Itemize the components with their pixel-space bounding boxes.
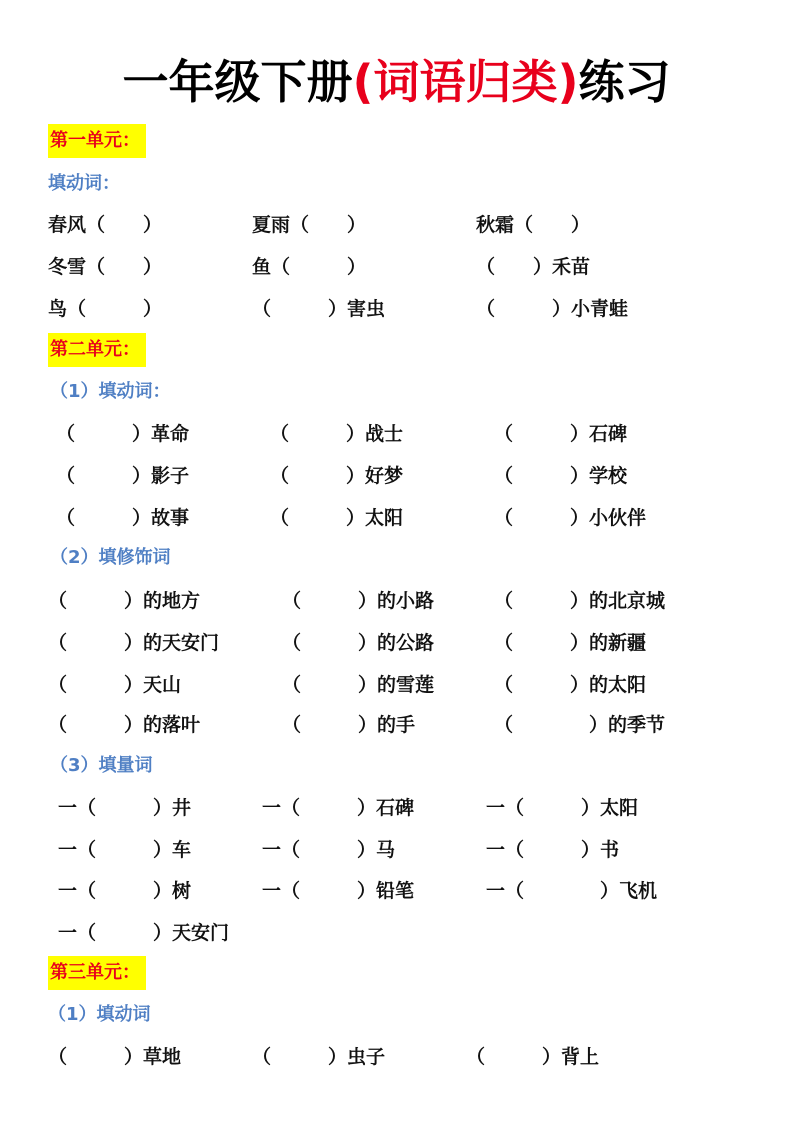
exercise-item: 一（ ）书 (486, 839, 620, 861)
exercise-item: （ ）的天安门 (48, 632, 220, 654)
unit-2-subheading-1: （1）填动词： (50, 381, 171, 402)
unit-2-subheading-2: （2）填修饰词 (50, 547, 171, 568)
exercise-item: （ ）太阳 (270, 507, 404, 529)
page-title (0, 52, 793, 112)
unit-1-heading: 第一单元： (48, 124, 146, 158)
unit-2-heading: 第二单元： (48, 333, 146, 367)
exercise-item: （ ）好梦 (270, 465, 404, 487)
title-main: 一年级下册 (122, 55, 353, 109)
exercise-item: 一（ ）天安门 (58, 922, 230, 944)
title-highlight: (词语归类) (352, 55, 579, 109)
exercise-item: 夏雨（ ） (252, 214, 367, 236)
exercise-item: （ ）草地 (48, 1046, 182, 1068)
exercise-item: （ ）小青蛙 (476, 298, 629, 320)
exercise-item: （ ）的太阳 (494, 674, 647, 696)
exercise-item: 鱼（ ） (252, 256, 367, 278)
exercise-item: （ ）战士 (270, 423, 404, 445)
exercise-item: （ ）的小路 (282, 590, 435, 612)
unit-3-heading: 第三单元： (48, 956, 146, 990)
exercise-item: （ ）的公路 (282, 632, 435, 654)
exercise-item: 一（ ）飞机 (486, 880, 658, 902)
exercise-item: （ ）石碑 (494, 423, 628, 445)
exercise-item: （ ）的季节 (494, 714, 666, 736)
exercise-item: 一（ ）马 (262, 839, 396, 861)
exercise-item: 一（ ）车 (58, 839, 192, 861)
exercise-item: 冬雪（ ） (48, 256, 163, 278)
exercise-item: 一（ ）铅笔 (262, 880, 415, 902)
exercise-item: 一（ ）井 (58, 797, 192, 819)
unit-3-subheading-1: （1）填动词 (48, 1004, 151, 1025)
exercise-item: （ ）故事 (56, 507, 190, 529)
exercise-item: （ ）的落叶 (48, 714, 201, 736)
title-suffix: 练习 (578, 55, 671, 109)
exercise-item: （ ）的手 (282, 714, 416, 736)
exercise-item: （ ）的新疆 (494, 632, 647, 654)
exercise-item: （ ）天山 (48, 674, 182, 696)
exercise-item: （ ）小伙伴 (494, 507, 647, 529)
exercise-item: （ ）的地方 (48, 590, 201, 612)
unit-2-subheading-3: （3）填量词 (50, 755, 153, 776)
exercise-item: 鸟（ ） (48, 298, 163, 320)
exercise-item: （ ）虫子 (252, 1046, 386, 1068)
exercise-item: 一（ ）树 (58, 880, 192, 902)
exercise-item: （ ）学校 (494, 465, 628, 487)
exercise-item: （ ）背上 (466, 1046, 600, 1068)
exercise-item: （ ）的北京城 (494, 590, 666, 612)
exercise-item: （ ）禾苗 (476, 256, 591, 278)
exercise-item: （ ）害虫 (252, 298, 386, 320)
exercise-item: 春风（ ） (48, 214, 163, 236)
exercise-item: （ ）的雪莲 (282, 674, 435, 696)
exercise-item: 一（ ）太阳 (486, 797, 639, 819)
exercise-item: （ ）影子 (56, 465, 190, 487)
exercise-item: 一（ ）石碑 (262, 797, 415, 819)
unit-1-subheading: 填动词： (48, 173, 120, 194)
exercise-item: 秋霜（ ） (476, 214, 591, 236)
exercise-item: （ ）革命 (56, 423, 190, 445)
